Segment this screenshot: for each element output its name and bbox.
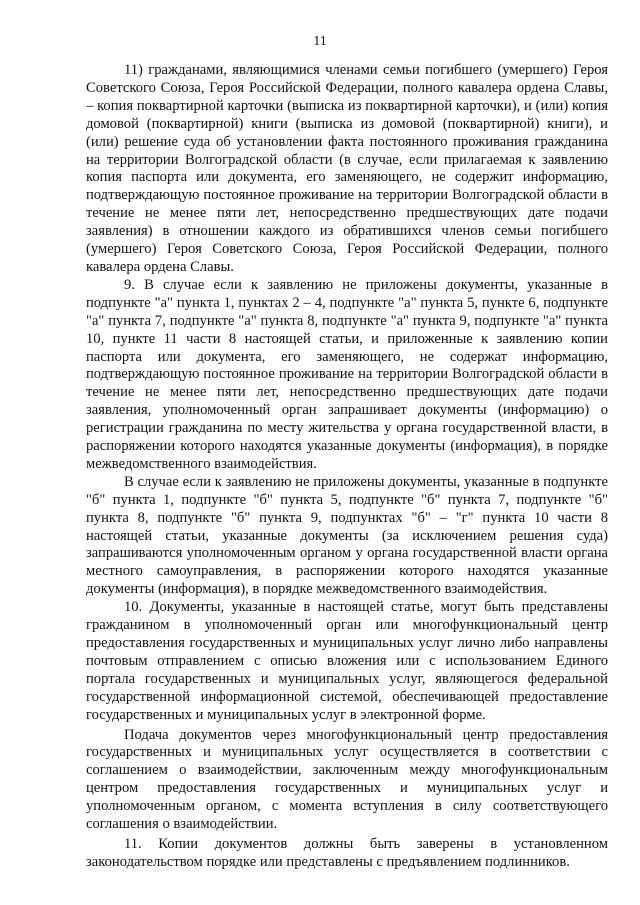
page-number: 11 xyxy=(313,34,327,49)
paragraph-clause-11: 11. Копии документов должны быть заверены в установленном законодательством порядке или представлены с предъявлением подлинников. xyxy=(86,835,608,870)
paragraph-clause-9-continued: В случае если к заявлению не приложены документы, указанные в подпункте "б" пункта 1, подпункте "б" пункта 5, подпункте "б" пункта 7, подпункте "б" пункта 8, подпункте "б" пункта 9, подпунктах "б" – "г" пункта 10 части 8 настоящей статьи, указанные документы (за исключением решения суда) запрашиваются уполномоченным органом у органа государственной власти органа местного самоуправления, в распоряжении которого находятся указанные документы (информация), в порядке межведомственного взаимодействия. xyxy=(86,473,608,598)
paragraph-clause-10-continued: Подача документов через многофункциональный центр предоставления государственных и муниципальных услуг осуществляется в соответствии с соглашением о взаимодействии, заключенным между многофункциональным центром предоставления государственных и муниципальных услуг и уполномоченным органом, с момента вступления в силу соответствующего соглашения о взаимодействии. xyxy=(86,726,608,833)
paragraph-item-11: 11) гражданами, являющимися членами семьи погибшего (умершего) Героя Советского Союза, Героя Российской Федерации, полного кавалера ордена Славы, – копия поквартирной карточки (выписка из поквартирной карточки), и (или) копия домовой (поквартирной) книги (выписка из домовой (поквартирной) книги), и (или) решение суда об установлении факта постоянного проживания гражданина на территории Волгоградской области (в случае, если прилагаемая к заявлению копия паспорта или документа, его заменяющего, не содержит информацию, подтверждающую постоянное проживание на территории Волгоградской области в течение не менее пяти лет, непосредственно предшествующих дате подачи заявления) в отношении каждого из обратившихся членов семьи погибшего (умершего) Героя Советского Союза, Героя Российской Федерации, полного кавалера ордена Славы. xyxy=(86,62,608,275)
paragraph-clause-10: 10. Документы, указанные в настоящей статье, могут быть представлены гражданином в уполномоченный орган или многофункциональный центр предоставления государственных и муниципальных услуг лично либо направлены почтовым отправлением с описью вложения или с использованием Единого портала государственных и муниципальных услуг, являющегося федеральной государственной информационной системой, обеспечивающей предоставление государственных и муниципальных услуг в электронной форме. xyxy=(86,599,608,723)
paragraph-clause-9: 9. В случае если к заявлению не приложены документы, указанные в подпункте "а" пункта 1, пунктах 2 – 4, подпункте "а" пункта 5, пункте 6, подпункте "а" пункта 7, подпункте "а" пункта 8, подпункте "а" пункта 9, подпункте "а" пункта 10, пункте 11 части 8 настоящей статьи, и приложенные к заявлению копии паспорта или документа, его заменяющего, не содержат информацию, подтверждающую постоянное проживание на территории Волгоградской области в течение не менее пяти лет, непосредственно предшествующих дате подачи заявления, уполномоченный орган запрашивает документы (информацию) о регистрации гражданина по месту жительства у органа государственной власти, в распоряжении которого находятся указанные документы (информация), в порядке межведомственного взаимодействия. xyxy=(86,276,608,472)
document-body xyxy=(86,62,608,872)
